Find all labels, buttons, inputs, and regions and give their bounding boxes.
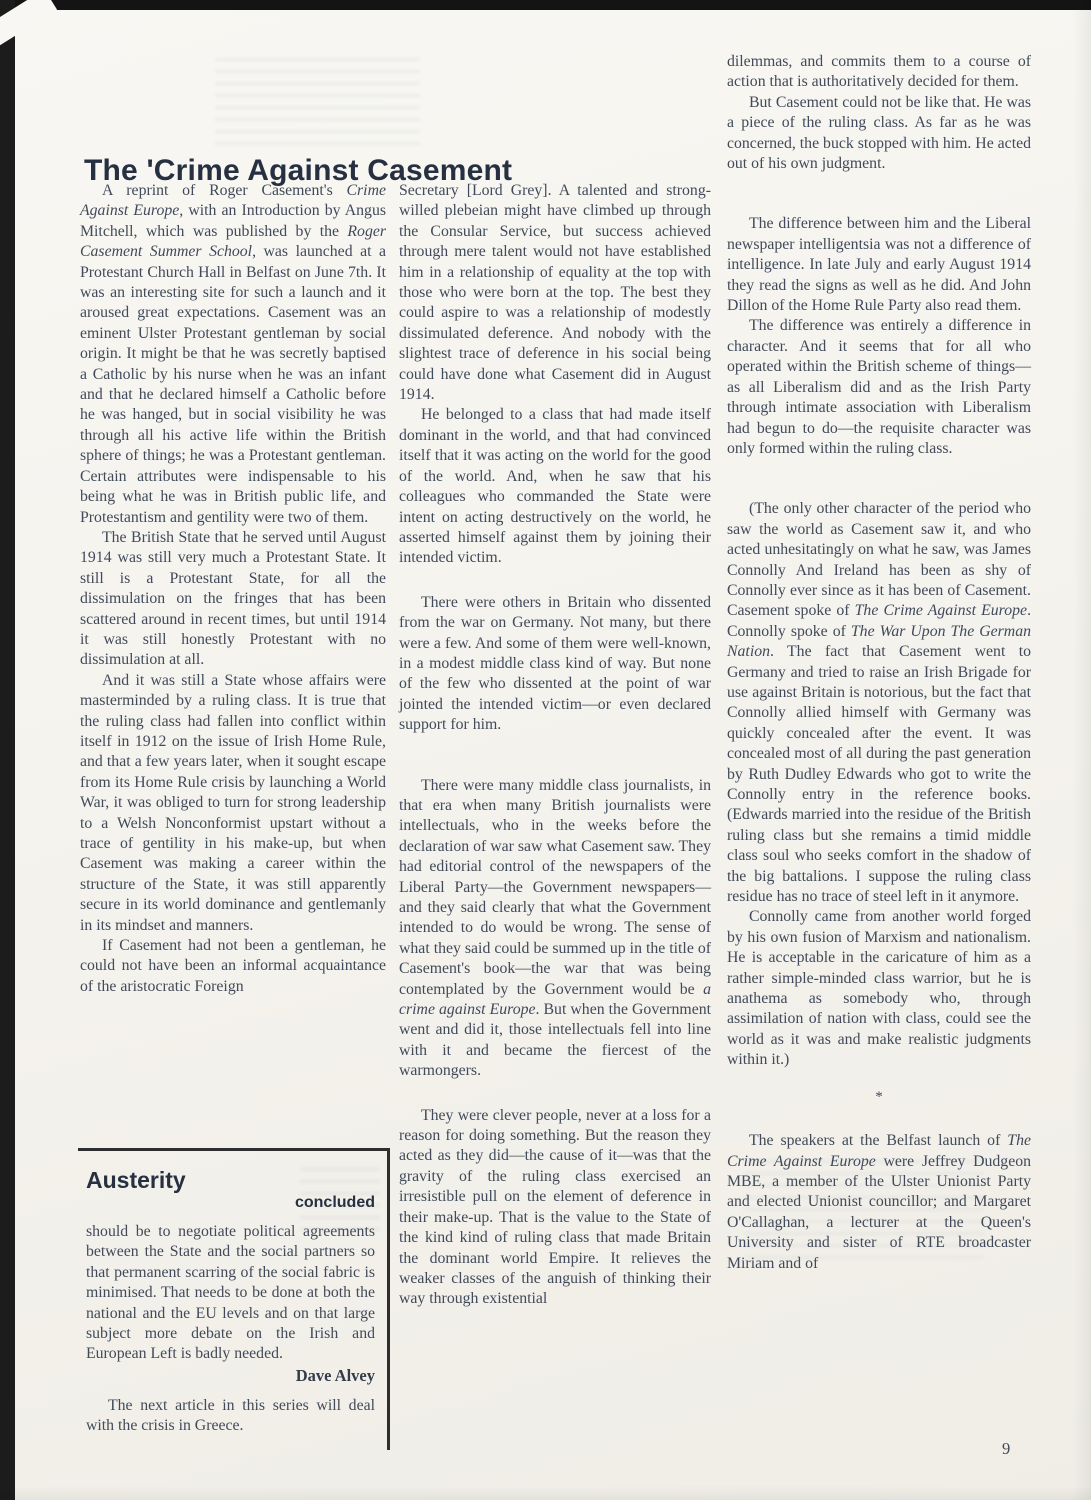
austerity-byline: Dave Alvey (295, 1365, 375, 1385)
austerity-heading: Austerity (86, 1167, 186, 1193)
paragraph: If Casement had not been a gentleman, he could not have been an informal acquaintance of the aristocratic Foreign (80, 937, 386, 995)
paragraph: The British State that he served until August 1914 was still very much a Protestant State. It still is a Protestant State, for all the dissimulation on the fringes that has been scattered around in recent times, but until 1914 it was still honestly Protestant with no dissimulation at all. (80, 528, 386, 669)
paragraph: He belonged to a class that had made itself dominant in the world, and that had convinced itself that it was acting on the world for the good of the world. And, when he saw that his colleagues who commanded the State were intent on acting destructively on the world, he asserted himself against them by joining their intended victim. (399, 406, 711, 567)
paragraph: The speakers at the Belfast launch of The Crime Against Europe were Jeffrey Dudgeon MBE, a member of the Ulster Unionist Party and elected Unionist councillor; and Margaret O'Callaghan, a lecturer at the Queen's University and sister of RTE broadcaster Miriam and of (727, 1132, 1032, 1272)
paragraph: The next article in this series will deal with the crisis in Greece. (86, 1396, 375, 1435)
paragraph: There were many middle class journalists, in that era when many British journalists were intellectuals, who in the weeks before the declaration of war saw what Casement saw. They had editorial control of the newspapers of the Liberal Party—the Government newspapers—and they said clearly that what the Government intended to do would be wrong. The sense of what they said could be summed up in the title of Casement's book—the war that was being contemplated by the Government would be a crime against Europe. But when the Government went and did it, those intellectuals fell into line with it and became the fiercest of the warmongers. (399, 776, 711, 1080)
article-column-2 (399, 181, 711, 1310)
bleed-through-artifact (215, 58, 420, 146)
scan-edge-bottom-shadow (0, 1486, 1091, 1500)
paragraph: But Casement could not be like that. He was a piece of the ruling class. As far as he was concerned, the buck stopped with him. He acted out of his own judgment. (727, 93, 1031, 173)
section-separator-asterisk: * (875, 1088, 883, 1105)
article-column-3 (727, 52, 1031, 1274)
paragraph: dilemmas, and commits them to a course of action that is authoritatively decided for them. (727, 53, 1031, 91)
paragraph: Connolly came from another world forged by his own fusion of Marxism and nationalism. He is acceptable in the caricature of him as a rather simple-minded class warrior, but he is anathema as somebody who, through assimilation of nation with class, could see the world as it was and make realistic judgments within it.) (727, 908, 1031, 1069)
austerity-footer (86, 1396, 375, 1437)
paragraph: Secretary [Lord Grey]. A talented and strong-willed plebeian might have climbed up through the Consular Service, but success achieved through mere talent would not have established him in a relationship of equality at the top with those who were born at the top. The best they could aspire to was a relationship of modestly dissimulated deference. And nobody with the slightest trace of deference in his social being could have done what Casement did in August 1914. (399, 182, 711, 404)
scan-edge-top (0, 0, 1091, 10)
paragraph: There were others in Britain who dissented from the war on Germany. Not many, but there were a few. And some of them were well-known, in a modest middle class kind of way. But none of the few who dissented at the point of war jointed the intended victim—or even declared support for him. (399, 593, 711, 734)
austerity-body (86, 1222, 375, 1365)
paragraph: should be to negotiate political agreements between the State and the social partners so that permanent scarring of the social fabric is minimised. That needs to be done at both the national and the EU levels and on that large subject more debate on the Irish and European Left is badly needed. (86, 1223, 375, 1363)
concluded-label: concluded (294, 1194, 375, 1211)
scan-edge-right-shadow (1073, 0, 1091, 1500)
paragraph: They were clever people, never at a loss for a reason for doing something. But the reason they acted as they did—the cause of it—was that the gravity of the ruling class exercised an irresistible pull on the element of deference in their make-up. That is the value to the State of the kind kind of ruling class that made Britain the dominant world Empire. It relieves the weaker classes of the anguish of thinking their way through existential (399, 1106, 711, 1308)
article-column-1 (80, 181, 386, 997)
paragraph: The difference was entirely a difference in character. And it seems that for all who operated within the British scheme of things—as all Liberalism did and as the Irish Party through intimate association with Liberalism had begun to do—the requisite character was only formed within the ruling class. (727, 317, 1031, 457)
scan-edge-left (0, 0, 15, 1500)
page-number: 9 (1002, 1439, 1011, 1458)
paragraph: The difference between him and the Liberal newspaper intelligentsia was not a difference of intelligence. In late July and early August 1914 they read the signs as well as he did. And John Dillon of the Home Rule Party also read them. (727, 215, 1031, 315)
paragraph: And it was still a State whose affairs were masterminded by a ruling class. It is true that the ruling class had fallen into conflict within itself in 1912 on the issue of Irish Home Rule, and that a few years later, when it sought escape from its Home Rule crisis by launching a World War, it was obliged to turn for strong leadership to a Welsh Nonconformist upstart without a trace of gentility in his make-up, but when Casement was making a career within the structure of the State, it was still apparently secure in its world dominance and gentlemanly in its mindset and manners. (80, 671, 386, 934)
paragraph: A reprint of Roger Casement's Crime Against Europe, with an Introduction by Angus Mitchell, which was published by the Roger Casement Summer School, was launched at a Protestant Church Hall in Belfast on June 7th. It was an interesting site for such a launch and it aroused great expectations. Casement was an eminent Ulster Protestant gentleman by social origin. It might be that he was secretly baptised a Catholic by his nurse when he was an infant and that he declared himself a Catholic before he was hanged, but in social visibility he was through all his active life within the British sphere of things; he was a Protestant gentleman. Certain attributes were indispensable to his being what he was in British public life, and Protestantism and gentility were two of them. (80, 182, 386, 526)
paragraph: (The only other character of the period who saw the world as Casement saw it, and who acted unhesitatingly on what he saw, was James Connolly And Ireland has been as shy of Connolly ever since as it has been of Casement. Casement spoke of The Crime Against Europe. Connolly spoke of The War Upon The German Nation. The fact that Casement went to Germany and tried to raise an Irish Brigade for use against Britain is notorious, but the fact that Connolly allied himself with Germany was quickly concealed after the event. It was concealed most of all during the past generation by Ruth Dudley Edwards who got to write the Connolly entry in the reference books. (Edwards married into the residue of the British ruling class but she remains a timid middle class soul who seeks comfort in the shadow of the big battalions. I suppose the ruling class residue has no trace of steel left in it anymore. (727, 500, 1032, 906)
article-title: The 'Crime Against Casement (84, 154, 513, 188)
austerity-box (78, 1148, 390, 1450)
